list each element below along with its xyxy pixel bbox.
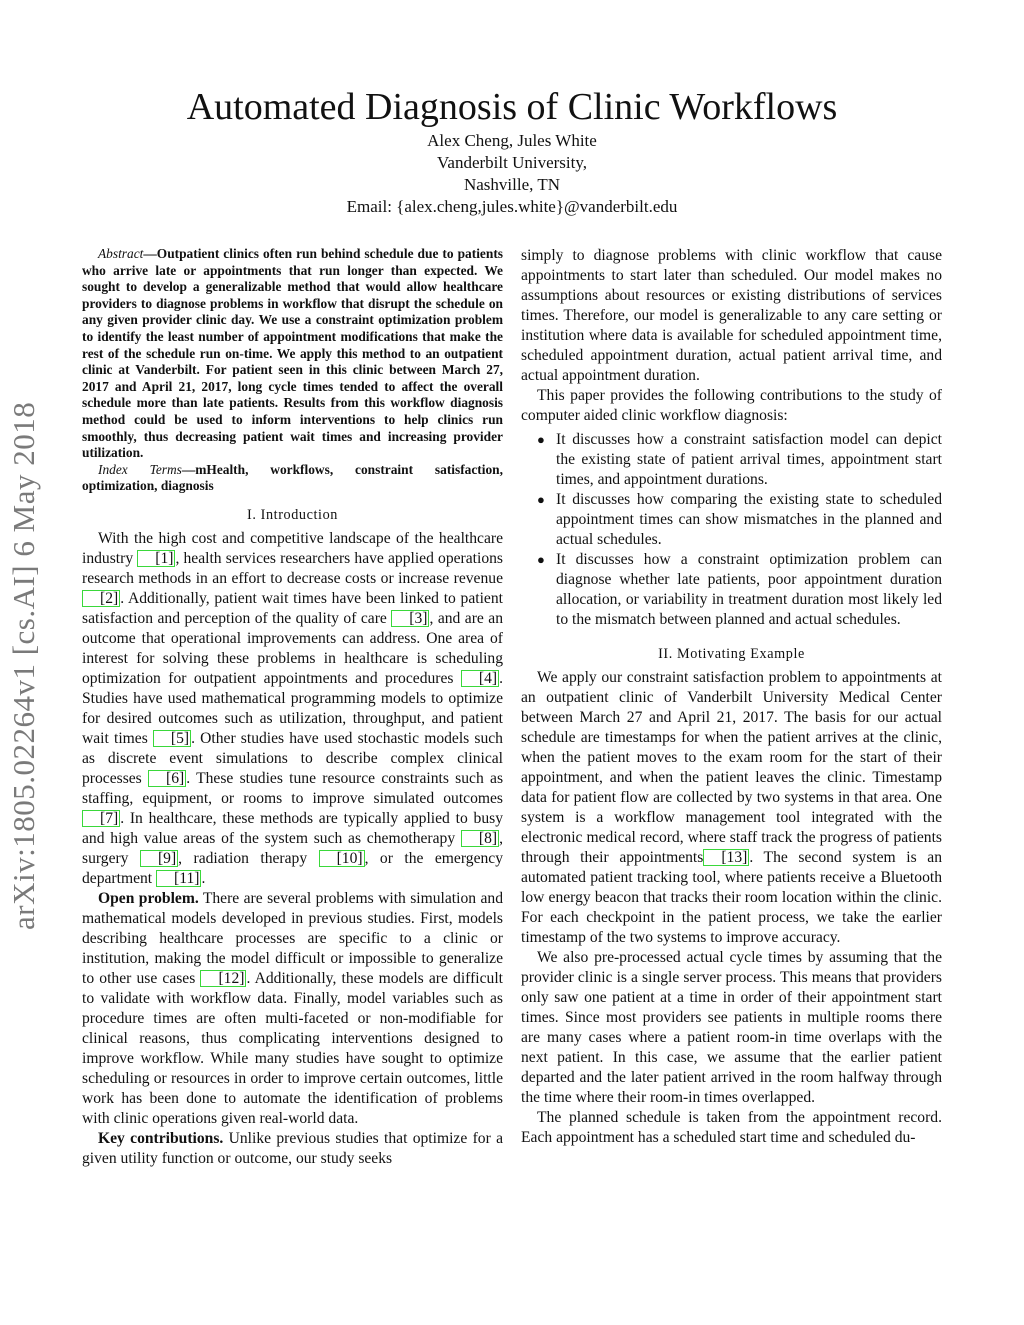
list-item [521,430,942,490]
author-location: Nashville, TN [463,175,560,194]
author-email: Email: {alex.cheng,jules.white}@vanderbilt.edu [346,197,678,216]
index-terms-dash: — [181,461,196,477]
abstract [82,246,503,462]
contributions-list [521,430,942,630]
text-run: . The second system is an automated patient tracking tool, where patients receive a Bluetooth low energy beacon that tracks their room location within the clinic. For each checkpoint in the patient process, we take the earlier timestamp of the two systems to improve accuracy. [521,849,943,946]
intro-paragraph-open-problem [82,889,503,1129]
intro-paragraph-key-contributions [82,1129,503,1169]
bullet-icon: ● [537,492,545,507]
abstract-dash: — [143,246,157,261]
list-item-text: It discusses how a constraint optimization problem can diagnose whether late patients, poor appointment duration allocation, or variability in treatment duration most likely led to the mismatch between planned and actual schedules. [556,551,942,628]
motivating-paragraph-2: We also pre-processed actual cycle times by assuming that the provider clinic is a single server process. This means that providers only saw one patient at a time in order of their appointment start times. Since most providers see patients in multiple rooms there are many cases where a patient room-in time overlaps with the next patient. In this case, we assume that the earlier patient departed and the later patient arrived in the room halfway through the time where their room-in times overlapped. [521,949,942,1106]
paragraph-lead: Open problem. [98,889,199,907]
text-run: , radiation therapy [178,849,319,867]
motivating-paragraph-3: The planned schedule is taken from the appointment record. Each appointment has a scheduled start time and scheduled du- [521,1109,942,1146]
section-heading-introduction: I. Introduction [247,506,338,523]
continued-paragraph: simply to diagnose problems with clinic workflow that cause appointments to start later than scheduled. Our model makes no assumptions about resources or existing distributions of services times. Therefore, our model is generalizable to any care setting or institution where data is available for scheduled appointment time, scheduled appointment duration, actual patient arrival time, and actual appointment duration. [521,247,942,384]
section-heading-motivating-example: II. Motivating Example [658,646,805,662]
paper-header [0,84,1024,218]
author-affiliation: Vanderbilt University, [437,153,587,172]
citation-link[interactable]: [1] [137,550,175,567]
index-terms [82,462,503,495]
citation-link[interactable]: [7] [82,810,120,827]
citation-link[interactable]: [3] [391,610,429,627]
text-run: , or the emergency department [82,849,504,887]
citation-link[interactable]: [5] [153,730,191,747]
text-run: Unlike previous studies that optimize for a given utility function or outcome, our study seeks [82,1129,503,1167]
contributions-intro: This paper provides the following contributions to the study of computer aided clinic workflow diagnosis: [521,387,942,424]
text-run: , health services researchers have applied operations research methods in an effort to decrease costs or increase revenue [82,549,503,587]
citation-link[interactable]: [4] [461,670,499,687]
text-run: . In healthcare, these methods are typically applied to busy and high value areas of the system such as chemotherapy [82,809,503,847]
text-run: We apply our constraint satisfaction problem to appointments at an outpatient clinic of Vanderbilt University Medical Center between March 27 and April 21, 2017. The basis for our actual schedule are timestamps for when the patient arrives at the clinic, when the patient moves to the exam room for the start of their appointment, and when the patient leaves the clinic. Timestamp data for patient flow are collected by two systems in that area. One system is a workflow management tool integrated with the electronic medical record, where staff track the progress of patients through their appointments [521,669,942,866]
citation-link[interactable]: [13] [703,849,749,866]
citation-link[interactable]: [9] [140,850,178,867]
text-run: . [201,869,206,887]
text-run: . Studies have used mathematical programming models to optimize for desired outcomes such as utilization, throughput, and patient wait times [82,669,503,747]
bullet-icon: ● [537,432,545,447]
list-item-text: It discusses how comparing the existing state to scheduled appointment times can show mismatches in the planned and actual schedules. [556,491,942,548]
right-column [521,246,942,1148]
motivating-paragraph-1 [521,668,942,948]
list-item-text: It discusses how a constraint satisfaction model can depict the existing state of patient arrival times, appointment start times, and appointment durations. [556,431,942,488]
citation-link[interactable]: [8] [461,830,499,847]
author-names: Alex Cheng, Jules White [427,131,597,150]
citation-link[interactable]: [12] [200,970,246,987]
list-item [521,490,942,550]
intro-paragraph-1 [82,529,503,889]
index-terms-label: Index Terms [98,461,182,477]
text-run: . These studies tune resource constraints such as staffing, equipment, or rooms to improve simulated outcomes [82,769,504,807]
text-run: . Additionally, these models are difficult to validate with workflow data. Finally, model variables such as procedure times are often multi-faceted or non-modifiable for clinical reasons, thus complicating interventions designed to improve workflow. While many studies have sought to optimize scheduling or resources in order to improve certain outcomes, little work has been done to automate the identification of problems with clinic operations given real-world data. [82,969,503,1127]
citation-link[interactable]: [10] [319,850,365,867]
text-run: , and are an outcome that operational improvements can address. One area of interest for solving these problems in healthcare is scheduling optimization for outpatient appointments and procedures [82,609,503,687]
text-run: With the high cost and competitive landscape of the healthcare industry [82,529,503,567]
text-run: , surgery [82,829,503,867]
index-terms-text: mHealth, workflows, constraint satisfaction, optimization, diagnosis [82,461,503,494]
citation-link[interactable]: [2] [82,590,120,607]
citation-link[interactable]: [6] [148,770,186,787]
arxiv-identifier: arXiv:1805.02264v1 [cs.AI] 6 May 2018 [6,401,41,930]
list-item [521,550,942,630]
abstract-label: Abstract [98,246,144,261]
bullet-icon: ● [537,552,545,567]
abstract-text: Outpatient clinics often run behind schedule due to patients who arrive late or appointments that run longer than expected. We sought to develop a generalizable method that would allow healthcare providers to diagnose problems in workflow that disrupt the schedule on any given provider clinic day. We use a constraint optimization problem to identify the least number of appointment modifications that make the rest of the schedule run on-time. We apply this method to an outpatient clinic at Vanderbilt. For patient seen in this clinic between March 27, 2017 and April 21, 2017, long cycle times tended to affect the overall schedule more than late patients. Results from this workflow diagnosis method could be used to inform interventions to help clinics run smoothly, thus decreasing patient wait times and increasing provider utilization. [82,246,503,461]
text-run: . Additionally, patient wait times have been linked to patient satisfaction and perception of the quality of care [82,589,503,627]
paper-title: Automated Diagnosis of Clinic Workflows [186,86,838,128]
text-run: . Other studies have used stochastic models such as discrete event simulations to describe complex clinical processes [82,729,503,787]
citation-link[interactable]: [11] [156,870,201,887]
left-column [82,246,503,1169]
paragraph-lead: Key contributions. [98,1129,224,1147]
text-run: There are several problems with simulation and mathematical models developed in previous studies. First, models describing healthcare processes are specific to a clinic or institution, making the model difficult or impossible to generalize to other use cases [82,889,503,987]
